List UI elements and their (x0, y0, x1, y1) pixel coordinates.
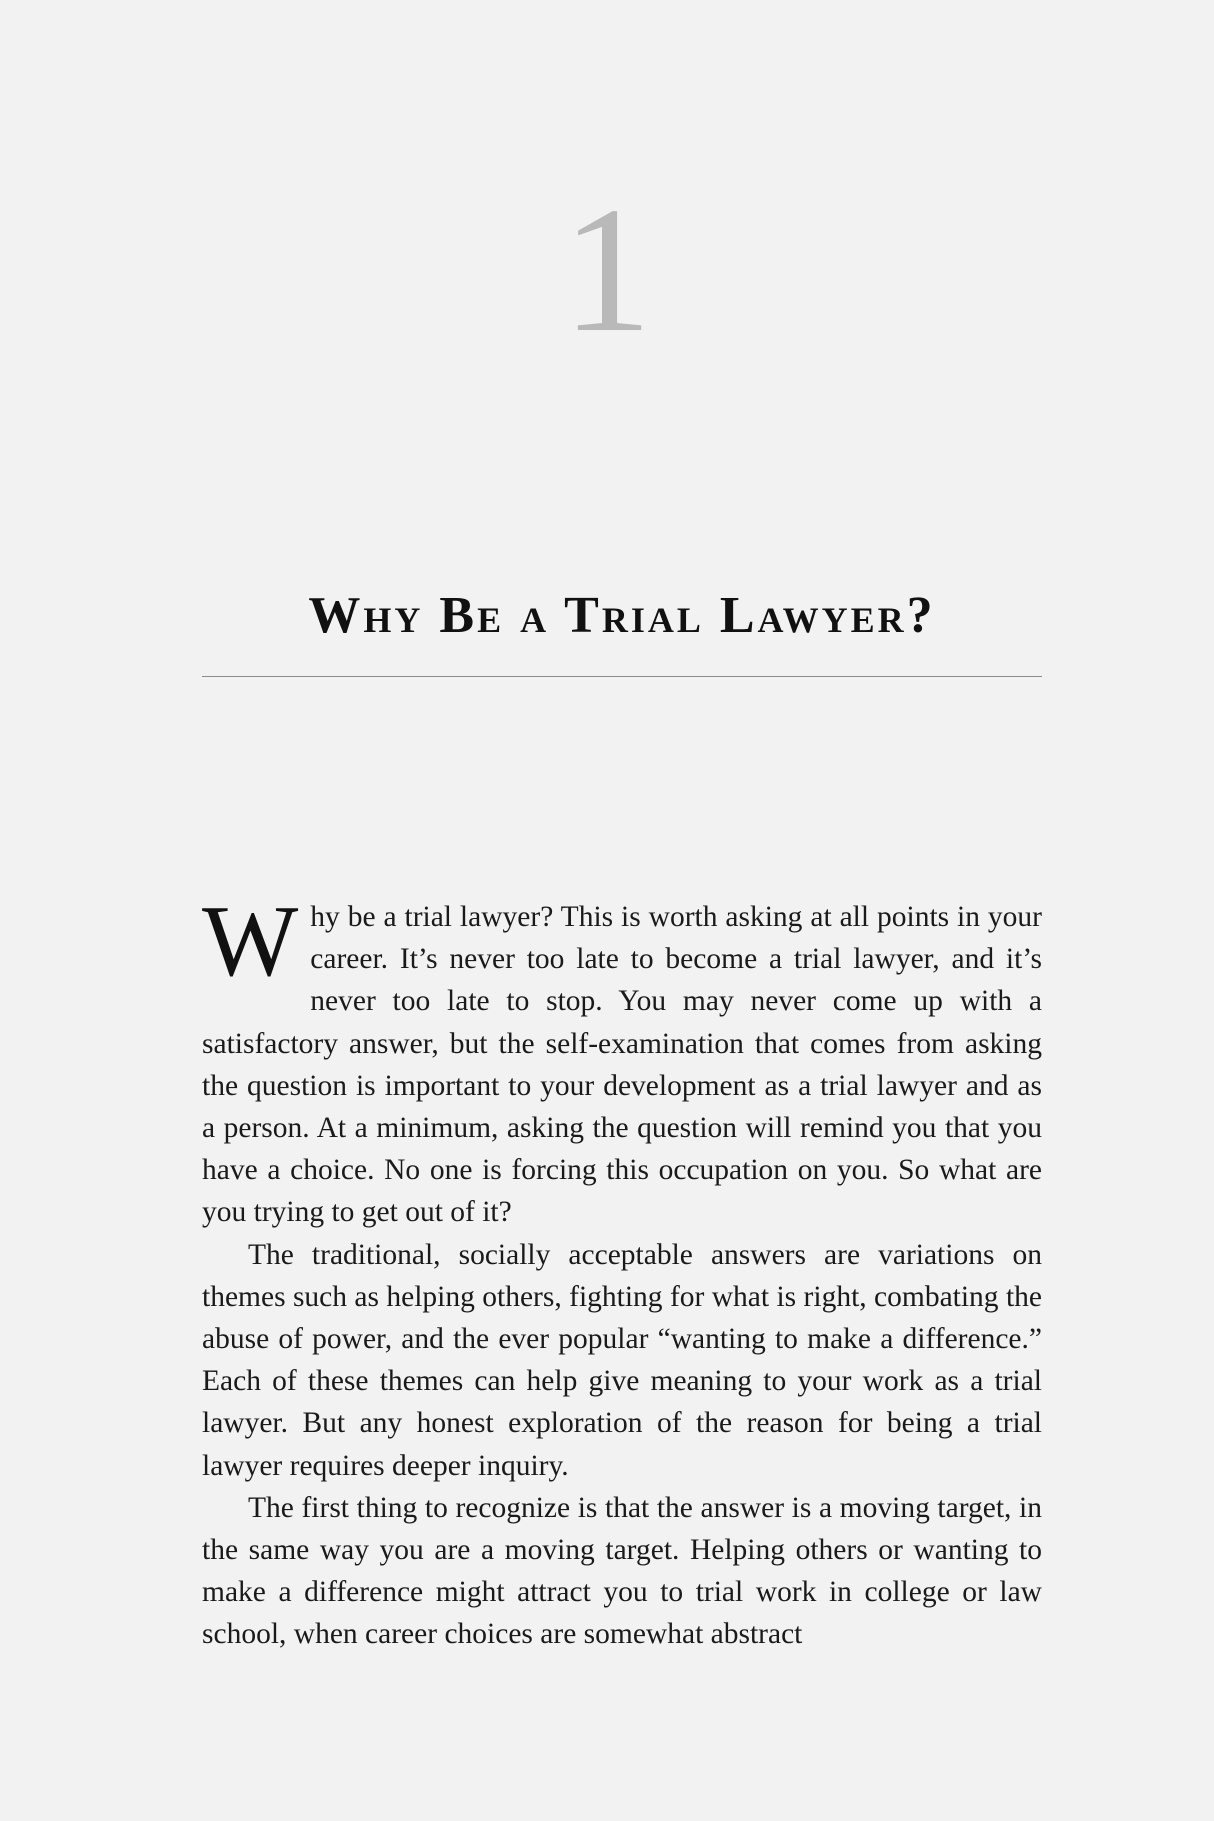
paragraph-1 (202, 885, 1042, 1234)
drop-cap: W (202, 885, 299, 998)
paragraph-2: The traditional, socially acceptable answers are variations on themes such as helping others, fighting for what is right, combating the abuse of power, and the ever popular “wanting to make a difference.” Each of these themes can help give meaning to your work as a trial lawyer. But any honest exploration of the reason for being a trial lawyer requires deeper inquiry. (202, 1238, 1042, 1482)
title-divider (202, 676, 1042, 677)
paragraph-1-text: hy be a trial lawyer? This is worth asking at all points in your career. It’s never too late to become a trial lawyer, and it’s never too late to stop. You may never come up with a satisfactory answer, but the self-examination that comes from asking the question is important to your development as a trial lawyer and as a person. At a minimum, asking the question will remind you that you have a choice. No one is forcing this occupation on you. So what are you trying to get out of it? (202, 901, 1042, 1229)
chapter-title: Why Be a Trial Lawyer? (308, 587, 936, 644)
chapter-number: 1 (562, 170, 652, 369)
paragraph-3: The first thing to recognize is that the answer is a moving target, in the same way you are a moving target. Helping others or wanting to make a difference might attract you to trial work in college or law school, when career choices are somewhat abstract (202, 1491, 1042, 1651)
chapter-body (202, 885, 1042, 1656)
